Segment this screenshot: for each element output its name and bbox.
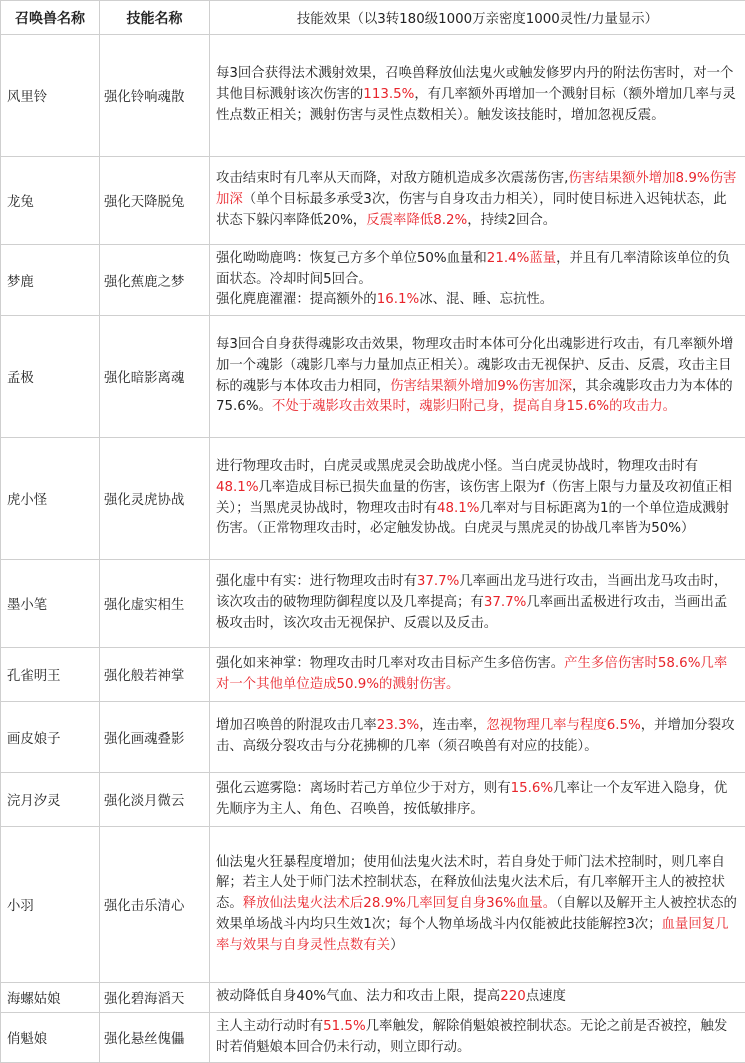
effect-text: 几率画出孟极进行攻击，当画出孟极攻击时，该次攻击无视保护、反震以及反击。 [216, 595, 727, 631]
effect-text: 仙法鬼火狂暴程度增加；使用仙法鬼火法术时，若自身处于师门法术控制时，则几率自解；若主人处于师门法术控制状态，在释放仙法鬼火法术后，有几率解开主人的被控状态。 [216, 855, 725, 912]
skill-name: 强化碧海滔天 [100, 983, 210, 1013]
pet-name: 浣月汐灵 [1, 773, 100, 827]
table-row [1, 702, 745, 773]
table-header-row [1, 1, 745, 35]
effect-text: （自解以及解开主人被控状态的效果单场战斗内均只生效1次；每个人物单场战斗内仅能被此技能解控3次； [216, 896, 737, 932]
highlight-text: 15.6% [511, 781, 554, 796]
table-row [1, 773, 745, 827]
effect-text: 强化麂鹿濯濯：提高额外的 [216, 292, 377, 307]
effect-text: 主人主动行动时有 [216, 1019, 323, 1034]
skill-name: 强化画魂叠影 [100, 702, 210, 773]
skill-effect [210, 438, 745, 560]
skill-name: 强化铃响魂散 [100, 35, 210, 157]
highlight-text: 48.1% [216, 480, 259, 495]
highlight-text: 产生多倍伤害时58.6%几率对一个其他单位造成50.9%的溅射伤害。 [216, 656, 727, 692]
effect-text: 几率让一个友军进入隐身，优先顺序为主人、角色、召唤兽，按低敏排序。 [216, 781, 727, 817]
skill-effect [210, 157, 745, 245]
skill-name: 强化淡月微云 [100, 773, 210, 827]
header-pet-name: 召唤兽名称 [1, 1, 100, 35]
effect-text: 冰、混、睡、忘抗性。 [419, 292, 553, 307]
table-row [1, 983, 745, 1013]
pet-name: 画皮娘子 [1, 702, 100, 773]
table-row [1, 1013, 745, 1063]
table-row [1, 438, 745, 560]
pet-name: 墨小笔 [1, 560, 100, 648]
table-row [1, 648, 745, 702]
highlight-text: 不处于魂影攻击效果时，魂影归附己身，提高自身15.6%的攻击力。 [272, 399, 676, 414]
pet-name: 孟极 [1, 316, 100, 438]
skill-effect [210, 983, 745, 1013]
effect-text: ，并且有几率清除该单位的负面状态。冷却时间5回合。 [216, 251, 730, 287]
highlight-text: 伤害结果额外增加9%伤害加深 [390, 379, 572, 394]
highlight-text: 48.1% [437, 501, 480, 516]
pet-name: 海螺姑娘 [1, 983, 100, 1013]
skill-effect [210, 316, 745, 438]
highlight-text: 220 [500, 989, 526, 1004]
effect-text: 攻击结束时有几率从天而降，对敌方随机造成多次震荡伤害, [216, 171, 568, 186]
effect-text: 几率造成目标已损失血量的伤害，该伤害上限为f（伤害上限与力量及攻初值正相关）；当黑虎灵协战时，物理攻击时有 [216, 480, 732, 516]
skill-effect [210, 35, 745, 157]
table-row [1, 35, 745, 157]
effect-text: 增加召唤兽的附混攻击几率 [216, 718, 377, 733]
effect-text: ） [390, 938, 403, 953]
skill-effect [210, 827, 745, 983]
effect-text: 几率画出龙马进行攻击，当画出龙马攻击时，该次攻击的破物理防御程度以及几率提高；有 [216, 574, 727, 610]
effect-text: ，持续2回合。 [467, 213, 556, 228]
pet-name: 孔雀明王 [1, 648, 100, 702]
effect-text: 每3回合获得法术溅射效果，召唤兽释放仙法鬼火或触发修罗内丹的附法伤害时，对一个其他目标溅射该次伤害的 [216, 66, 733, 102]
skill-effect [210, 560, 745, 648]
pet-name: 梦鹿 [1, 245, 100, 316]
pet-name: 风里铃 [1, 35, 100, 157]
highlight-text: 23.3% [377, 718, 420, 733]
table-row [1, 827, 745, 983]
skill-name: 强化悬丝傀儡 [100, 1013, 210, 1063]
skill-name: 强化天降脱兔 [100, 157, 210, 245]
effect-text: 强化呦呦鹿鸣：恢复己方多个单位50%血量和 [216, 251, 487, 266]
skill-effect [210, 648, 745, 702]
skill-name: 强化虚实相生 [100, 560, 210, 648]
pet-name: 虎小怪 [1, 438, 100, 560]
effect-text: 每3回合自身获得魂影攻击效果，物理攻击时本体可分化出魂影进行攻击，有几率额外增加一个魂影（魂影几率与力量加点正相关）。魂影攻击无视保护、反击、反震，攻击主目标的魂影与本体攻击力相同， [216, 337, 733, 394]
effect-text: 几率触发，解除俏魁娘被控制状态。无论之前是否被控，触发时若俏魁娘本回合仍未行动，则立即行动。 [216, 1019, 727, 1055]
skill-effect [210, 245, 745, 316]
pet-name: 小羽 [1, 827, 100, 983]
highlight-text: 37.7% [417, 574, 460, 589]
effect-text: 强化云遮雾隐：离场时若己方单位少于对方，则有 [216, 781, 511, 796]
highlight-text: 反震率降低8.2% [366, 213, 467, 228]
header-skill-name: 技能名称 [100, 1, 210, 35]
effect-text: 强化如来神掌：物理攻击时几率对攻击目标产生多倍伤害。 [216, 656, 564, 671]
skill-effect [210, 773, 745, 827]
table-row [1, 560, 745, 648]
highlight-text: 忽视物理几率与程度6.5% [486, 718, 641, 733]
skill-name: 强化击乐清心 [100, 827, 210, 983]
table-row [1, 157, 745, 245]
effect-text: 被动降低自身40%气血、法力和攻击上限，提高 [216, 989, 500, 1004]
highlight-text: 血量回复几率与效果与自身灵性点数有关 [216, 917, 729, 953]
highlight-text: 113.5% [363, 87, 414, 102]
skill-name: 强化蕉鹿之梦 [100, 245, 210, 316]
effect-text: （单个目标最多承受3次，伤害与自身攻击力相关），同时使目标进入迟钝状态，此状态下躲闪率降低20%， [216, 192, 727, 228]
highlight-text: 21.4%蓝量 [487, 251, 556, 266]
skill-name: 强化般若神掌 [100, 648, 210, 702]
effect-text: 进行物理攻击时，白虎灵或黑虎灵会助战虎小怪。当白虎灵协战时，物理攻击时有 [216, 459, 698, 474]
table-row [1, 245, 745, 316]
effect-text: ，连击率， [419, 718, 486, 733]
table-row [1, 316, 745, 438]
skill-effect [210, 1013, 745, 1063]
skill-name: 强化灵虎协战 [100, 438, 210, 560]
highlight-text: 伤害结果额外增加8.9%伤害加深 [216, 171, 736, 207]
effect-text: 点速度 [526, 989, 566, 1004]
table-body [1, 35, 745, 1063]
effect-text: 强化虚中有实：进行物理攻击时有 [216, 574, 417, 589]
effect-text: ，其余魂影攻击力为本体的75.6%。 [216, 379, 733, 415]
skill-effect [210, 702, 745, 773]
pet-name: 俏魁娘 [1, 1013, 100, 1063]
highlight-text: 51.5% [323, 1019, 366, 1034]
pet-name: 龙兔 [1, 157, 100, 245]
effect-text: ，有几率额外再增加一个溅射目标（额外增加几率与灵性点数正相关；溅射伤害与灵性点数相关）。触发该技能时，增加忽视反震。 [216, 87, 736, 123]
skill-name: 强化暗影离魂 [100, 316, 210, 438]
effect-text: ，并增加分裂攻击、高级分裂攻击与分花拂柳的几率（须召唤兽有对应的技能）。 [216, 718, 734, 754]
header-skill-effect: 技能效果（以3转180级1000万亲密度1000灵性/力量显示） [210, 1, 745, 35]
effect-text: 几率对与目标距离为1的一个单位造成溅射伤害。（正常物理攻击时，必定触发协战。白虎灵与黑虎灵的协战几率皆为50%） [216, 501, 729, 537]
highlight-text: 释放仙法鬼火法术后28.9%几率回复自身36%血量。 [243, 896, 556, 911]
highlight-text: 16.1% [377, 292, 420, 307]
highlight-text: 37.7% [484, 595, 527, 610]
